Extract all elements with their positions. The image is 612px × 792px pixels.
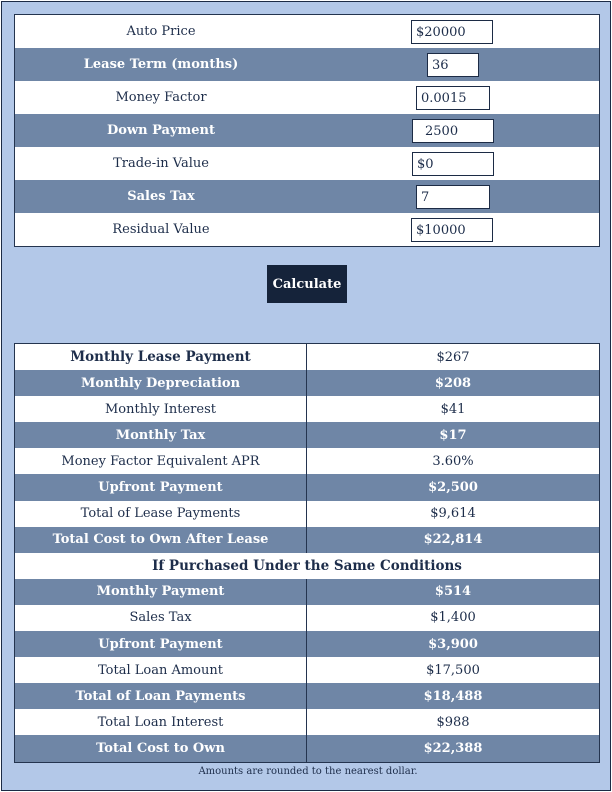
result-label: Monthly Interest bbox=[15, 396, 307, 422]
result-row bbox=[15, 474, 599, 500]
result-row bbox=[15, 683, 599, 709]
result-label: Total Cost to Own After Lease bbox=[15, 527, 307, 553]
trade-in-input[interactable] bbox=[412, 152, 494, 176]
input-row-down-payment bbox=[15, 114, 599, 147]
result-row bbox=[15, 501, 599, 527]
result-label: Monthly Lease Payment bbox=[15, 344, 307, 370]
result-label: Monthly Payment bbox=[15, 579, 307, 605]
result-row bbox=[15, 605, 599, 631]
result-value: $17,500 bbox=[426, 662, 480, 678]
lease-inputs-table bbox=[14, 14, 600, 247]
lease-term-input[interactable] bbox=[427, 53, 479, 77]
sales-tax-input[interactable] bbox=[416, 185, 490, 209]
result-value: $1,400 bbox=[430, 610, 476, 626]
input-label: Money Factor bbox=[115, 90, 207, 105]
input-row-auto-price bbox=[15, 15, 599, 48]
result-row bbox=[15, 735, 599, 761]
calculator-panel bbox=[1, 1, 611, 791]
input-row-lease-term bbox=[15, 48, 599, 81]
result-row bbox=[15, 631, 599, 657]
rounding-footnote: Amounts are rounded to the nearest dollar. bbox=[198, 766, 418, 777]
result-label: Total Loan Amount bbox=[15, 657, 307, 683]
result-value: $267 bbox=[436, 349, 470, 365]
result-label: Upfront Payment bbox=[15, 631, 307, 657]
result-row bbox=[15, 527, 599, 553]
result-label: Monthly Depreciation bbox=[15, 370, 307, 396]
input-label: Residual Value bbox=[112, 222, 210, 237]
result-row bbox=[15, 396, 599, 422]
input-label: Lease Term (months) bbox=[83, 57, 239, 72]
result-value: $3,900 bbox=[428, 636, 478, 652]
result-label: Total of Lease Payments bbox=[15, 501, 307, 527]
result-label: Monthly Tax bbox=[15, 422, 307, 448]
input-row-money-factor bbox=[15, 81, 599, 114]
calculate-button[interactable]: Calculate bbox=[267, 265, 347, 303]
money-factor-input[interactable] bbox=[416, 86, 490, 110]
result-label: Total Cost to Own bbox=[15, 735, 307, 761]
input-row-trade-in bbox=[15, 147, 599, 180]
result-label: Upfront Payment bbox=[15, 474, 307, 500]
input-label: Trade-in Value bbox=[113, 156, 209, 171]
result-row bbox=[15, 370, 599, 396]
result-label: Total of Loan Payments bbox=[15, 683, 307, 709]
auto-price-input[interactable] bbox=[411, 20, 493, 44]
result-value: $41 bbox=[440, 401, 466, 417]
result-value: $2,500 bbox=[428, 480, 478, 496]
result-value: $18,488 bbox=[423, 688, 483, 704]
input-label: Auto Price bbox=[126, 24, 196, 39]
result-value: $22,388 bbox=[423, 740, 483, 756]
result-label: Money Factor Equivalent APR bbox=[15, 448, 307, 474]
result-row bbox=[15, 657, 599, 683]
result-row bbox=[15, 448, 599, 474]
purchase-section-heading: If Purchased Under the Same Conditions bbox=[152, 557, 462, 574]
input-label: Sales Tax bbox=[127, 189, 195, 204]
residual-value-input[interactable] bbox=[411, 218, 493, 242]
result-value: $514 bbox=[434, 584, 472, 600]
input-label: Down Payment bbox=[107, 123, 215, 138]
result-value: 3.60% bbox=[432, 453, 474, 469]
result-row bbox=[15, 709, 599, 735]
result-row bbox=[15, 344, 599, 370]
results-table bbox=[14, 343, 600, 763]
input-row-sales-tax bbox=[15, 180, 599, 213]
result-value: $22,814 bbox=[423, 532, 483, 548]
result-value: $208 bbox=[434, 375, 472, 391]
result-row bbox=[15, 579, 599, 605]
result-value: $17 bbox=[439, 427, 467, 443]
purchase-section-heading-row bbox=[15, 553, 599, 579]
down-payment-input[interactable] bbox=[412, 119, 494, 143]
result-label: Sales Tax bbox=[15, 605, 307, 631]
result-value: $9,614 bbox=[430, 506, 476, 522]
result-row bbox=[15, 422, 599, 448]
result-value: $988 bbox=[436, 714, 470, 730]
result-label: Total Loan Interest bbox=[15, 709, 307, 735]
input-row-residual-value bbox=[15, 213, 599, 246]
